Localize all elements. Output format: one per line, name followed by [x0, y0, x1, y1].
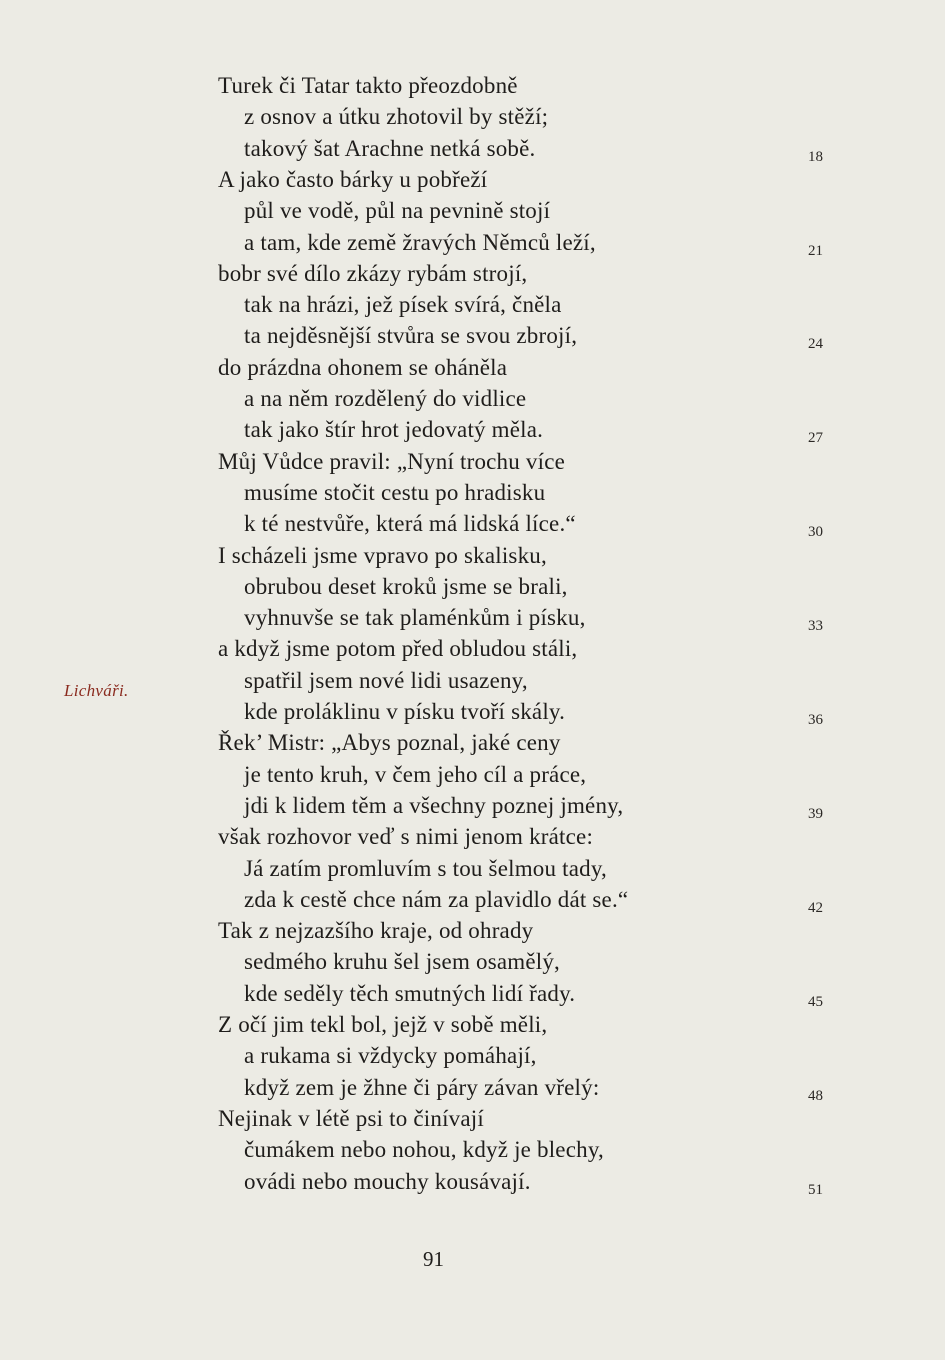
line-number: 24: [808, 336, 823, 353]
line-number: 51: [808, 1181, 823, 1198]
verse-line: jdi k lidem těm a všechny poznej jmény,: [244, 792, 624, 818]
verse-line: Řek’ Mistr: „Abys poznal, jaké ceny: [218, 730, 561, 756]
verse-line: Já zatím promluvím s tou šelmou tady,: [244, 855, 608, 881]
verse-line: do prázdna ohonem se oháněla: [218, 354, 508, 380]
verse-line: a rukama si vždycky pomáhají,: [244, 1043, 537, 1069]
line-number: 39: [808, 805, 823, 822]
line-number: 45: [808, 993, 823, 1010]
line-number: 42: [808, 899, 823, 916]
verse-line: půl ve vodě, půl na pevnině stojí: [244, 198, 551, 224]
line-number: 21: [808, 242, 823, 259]
verse-line: takový šat Arachne netká sobě.: [244, 135, 536, 161]
verse-line: ovádi nebo mouchy kousávají.: [244, 1168, 531, 1194]
verse-line: a na něm rozdělený do vidlice: [244, 386, 527, 411]
line-number: 36: [808, 712, 823, 728]
verse-line: Tak z nejzazšího kraje, od ohrady: [218, 918, 534, 944]
verse-line: a když jsme potom před obludou stáli,: [218, 636, 578, 662]
line-number: 30: [808, 524, 823, 541]
verse-line: obrubou deset kroků jsme se brali,: [244, 573, 568, 599]
verse-line: kde seděly těch smutných lidí řady.: [244, 980, 576, 1006]
line-number: 48: [808, 1087, 823, 1104]
verse-line: k té nestvůře, která má lidská líce.“: [244, 511, 576, 537]
verse-line: musíme stočit cestu po hradisku: [244, 479, 546, 505]
verse-line: čumákem nebo nohou, když je blechy,: [244, 1137, 604, 1163]
verse-line: však rozhovor veď s nimi jenom krátce:: [218, 824, 594, 850]
verse-line: Můj Vůdce pravil: „Nyní trochu více: [218, 448, 566, 474]
verse-line: vyhnuvše se tak plaménkům i písku,: [244, 605, 586, 631]
verse-line: I scházeli jsme vpravo po skalisku,: [218, 542, 547, 568]
marginal-note: Lichváři.: [64, 681, 129, 700]
verse-line: ta nejděsnější stvůra se svou zbrojí,: [244, 323, 578, 349]
verse-line: Z očí jim tekl bol, jejž v sobě měli,: [218, 1012, 548, 1037]
line-number: 18: [808, 148, 823, 165]
line-number: 33: [808, 618, 823, 635]
line-number: 27: [808, 430, 823, 447]
verse-line: a tam, kde země žravých Němců leží,: [244, 229, 596, 255]
verse-line: je tento kruh, v čem jeho cíl a práce,: [244, 761, 587, 787]
page-number: 91: [423, 1247, 444, 1271]
verse-line: sedmého kruhu šel jsem osamělý,: [244, 949, 561, 975]
verse-line: tak na hrázi, jež písek svírá, čněla: [244, 292, 562, 318]
verse-line: spatřil jsem nové lidi usazeny,: [244, 667, 528, 693]
verse-line: zda k cestě chce nám za plavidlo dát se.“: [244, 886, 629, 912]
verse-line: z osnov a útku zhotovil by stěží;: [244, 104, 549, 130]
verse-line: A jako často bárky u pobřeží: [218, 166, 488, 192]
verse-line: když zem je žhne či páry závan vřelý:: [244, 1074, 600, 1100]
verse-line: kde proláklinu v písku tvoří skály.: [244, 699, 566, 724]
verse-line: Nejinak v létě psi to činívají: [218, 1105, 484, 1131]
verse-line: bobr své dílo zkázy rybám strojí,: [218, 260, 528, 286]
verse-line: Turek či Tatar takto přeozdobně: [218, 73, 518, 98]
verse-line: tak jako štír hrot jedovatý měla.: [244, 417, 544, 443]
